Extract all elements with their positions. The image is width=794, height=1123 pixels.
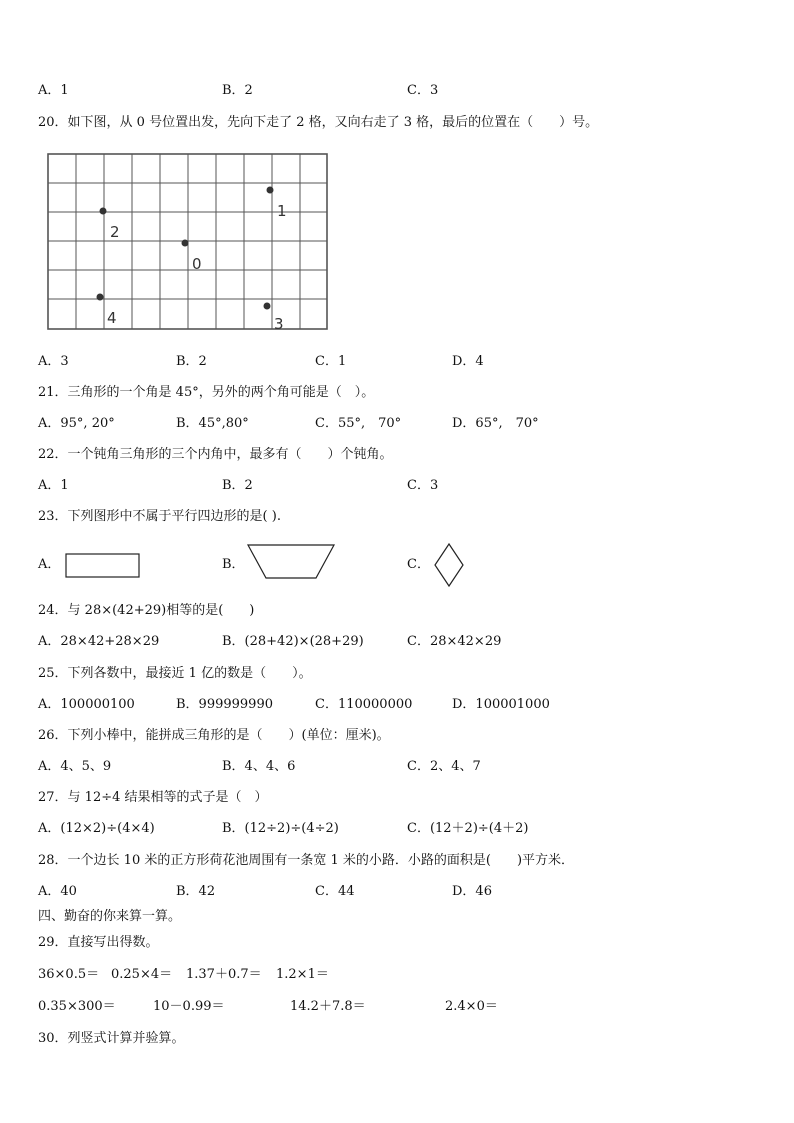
q20-question: 20．如下图，从 0 号位置出发，先向下走了 2 格，又向右走了 3 格，最后的位置在（ ）号。: [38, 115, 599, 130]
point-1-label: 1: [277, 202, 287, 220]
q29-expr-2: 0.25×4＝: [111, 967, 173, 982]
rhombus-shape: [432, 542, 466, 588]
point-3: [264, 303, 271, 310]
q26-option-a[interactable]: A．4、5、9: [38, 759, 112, 774]
section-4-title: 四、勤奋的你来算一算。: [38, 909, 182, 924]
q29-expr-6: 10－0.99＝: [153, 999, 225, 1014]
q28-option-c[interactable]: C．44: [315, 884, 355, 899]
q20-option-b[interactable]: B．2: [176, 354, 207, 369]
q21-option-b[interactable]: B．45°,80°: [176, 416, 249, 431]
q26-question: 26．下列小棒中，能拼成三角形的是（ ）(单位：厘米)。: [38, 728, 390, 743]
q27-question: 27．与 12÷4 结果相等的式子是（ ）: [38, 790, 268, 805]
q21-question: 21．三角形的一个角是 45°，另外的两个角可能是（ ）。: [38, 385, 375, 400]
q19-option-b[interactable]: B．2: [222, 83, 253, 98]
q21-option-a[interactable]: A．95°, 20°: [38, 416, 115, 431]
q19-option-a[interactable]: A．1: [38, 83, 69, 98]
point-2-label: 2: [110, 223, 120, 241]
q20-grid-figure: [42, 153, 332, 333]
q20-option-d[interactable]: D．4: [452, 354, 484, 369]
q24-question: 24．与 28×(42+29)相等的是( ): [38, 603, 255, 618]
rectangle-shape: [64, 552, 142, 580]
point-0-label: 0: [192, 255, 202, 273]
q27-option-a[interactable]: A．(12×2)÷(4×4): [38, 821, 155, 836]
q29-question: 29．直接写出得数。: [38, 935, 159, 950]
q22-question: 22．一个钝角三角形的三个内角中，最多有（ ）个钝角。: [38, 447, 393, 462]
q23-option-c[interactable]: C．: [407, 557, 430, 572]
q22-option-b[interactable]: B．2: [222, 478, 253, 493]
q22-option-a[interactable]: A．1: [38, 478, 69, 493]
q29-expr-4: 1.2×1＝: [276, 967, 329, 982]
q25-option-a[interactable]: A．100000100: [38, 697, 135, 712]
q24-option-c[interactable]: C．28×42×29: [407, 634, 502, 649]
q23-option-a[interactable]: A．: [38, 557, 61, 572]
q24-option-a[interactable]: A．28×42+28×29: [38, 634, 160, 649]
point-0: [182, 240, 189, 247]
q29-expr-8: 2.4×0＝: [445, 999, 498, 1014]
q21-option-d[interactable]: D．65°, 70°: [452, 416, 539, 431]
q28-option-a[interactable]: A．40: [38, 884, 77, 899]
q29-expr-1: 36×0.5＝: [38, 967, 100, 982]
q28-option-d[interactable]: D．46: [452, 884, 492, 899]
q23-option-b[interactable]: B．: [222, 557, 245, 572]
q29-expr-5: 0.35×300＝: [38, 999, 116, 1014]
q23-question: 23．下列图形中不属于平行四边形的是( ).: [38, 509, 281, 524]
q25-question: 25．下列各数中，最接近 1 亿的数是（ ）。: [38, 666, 312, 681]
point-4: [97, 294, 104, 301]
q28-option-b[interactable]: B．42: [176, 884, 216, 899]
q24-option-b[interactable]: B．(28+42)×(28+29): [222, 634, 364, 649]
point-2: [100, 208, 107, 215]
q20-option-c[interactable]: C．1: [315, 354, 347, 369]
q21-option-c[interactable]: C．55°, 70°: [315, 416, 402, 431]
q26-option-c[interactable]: C．2、4、7: [407, 759, 481, 774]
q25-option-c[interactable]: C．110000000: [315, 697, 413, 712]
q28-question: 28．一个边长 10 米的正方形荷花池周围有一条宽 1 米的小路．小路的面积是( )平方米．: [38, 853, 575, 868]
point-4-label: 4: [107, 309, 117, 327]
q29-expr-3: 1.37＋0.7＝: [186, 967, 262, 982]
q25-option-d[interactable]: D．100001000: [452, 697, 550, 712]
q19-option-c[interactable]: C．3: [407, 83, 439, 98]
q27-option-b[interactable]: B．(12÷2)÷(4÷2): [222, 821, 339, 836]
trapezoid-shape: [246, 543, 338, 581]
point-1: [267, 187, 274, 194]
q22-option-c[interactable]: C．3: [407, 478, 439, 493]
q30-question: 30．列竖式计算并验算。: [38, 1031, 185, 1046]
point-3-label: 3: [274, 315, 284, 333]
q29-expr-7: 14.2＋7.8＝: [290, 999, 366, 1014]
q25-option-b[interactable]: B．999999990: [176, 697, 273, 712]
q26-option-b[interactable]: B．4、4、6: [222, 759, 296, 774]
q20-option-a[interactable]: A．3: [38, 354, 69, 369]
q27-option-c[interactable]: C．(12＋2)÷(4＋2): [407, 821, 529, 836]
